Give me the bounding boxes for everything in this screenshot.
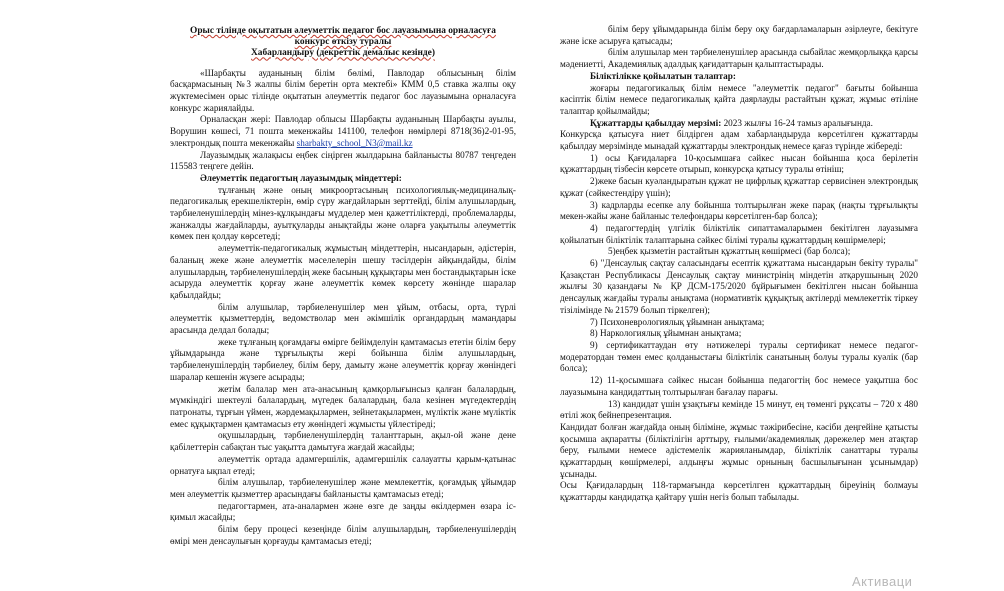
additional-info-paragraph: Кандидат болған жағдайда оның біліміне, жұмыс тәжірибесіне, кәсіби деңгейіне қатысты қосымша ақпаратты (біліктілігін арттыру, ғылыми/академиялық дәрежелер мен атақтар беру, ғылыми немесе әдістемелік жарияланымдар, біліктілік санаттары туралы құжаттардың көшірмелері, алдыңғы жұмыс орнының басшылығынан ұсынымдар) ұсынады.: [560, 421, 918, 479]
right-column: [560, 24, 918, 504]
duty-item: жеке тұлғаның қоғамдағы өмірге бейімделуін қамтамасыз ететін білім беру ұйымдарында және тұрғылықты жері бойынша білім алушылардың, тәрбиеленушілердің тәрбиелеу, білім беру, дамыту және әлеуметтік қорғау жөніндегі шаралар кешенін жүзеге асырады;: [170, 336, 516, 382]
document-item: 1) осы Қағидаларға 10-қосымшаға сәйкес нысан бойынша қоса берілетін құжаттардың тізбесін көрсете отырып, конкурсқа қатысу туралы өтініш;: [560, 152, 918, 175]
document-item: 12) 11-қосымшаға сәйкес нысан бойынша педагогтің бос немесе уақытша бос лауазымына кандидаттың толтырылған бағалау парағы.: [560, 375, 918, 397]
documents-intro: Конкурсқа қатысуға ниет білдірген адам хабарландыруда көрсетілген құжаттарды қабылдау мерзімінде мынадай құжаттарды электрондық немесе қағаз түрінде жібереді:: [560, 129, 918, 152]
intro-paragraph: «Шарбақты ауданының білім бөлімі, Павлодар облысының білім басқармасының №3 жалпы білім беретін орта мектебі» КММ 0,5 ставка жалпы оқу жүктемесімен орыс тілінде оқытатын әлеуметтік педагог бос лауазымына орналасуға конкурс жариялайды.: [170, 67, 516, 113]
duty-item: жетім балалар мен ата-анасының қамқорлығынсыз қалған балалардың, мүмкіндігі шектеулі балалардың, мүгедек балалардың, бала кезінен мүгедектердің патронаты, тұрғын үймен, жәрдемақылармен, зейнетақылармен, мүліктік және мүліктік емес құқықтармен қамтамасыз ету жөніндегі жұмысты үйлестіреді;: [170, 383, 516, 429]
announcement-title-line3: Хабарландыру (декреттік демалыс кезінде): [251, 48, 435, 59]
duty-item: әлеуметтік ортада адамгершілік, адамгершілік салауатты қарым-қатынас орнатуға ықпал етеді;: [170, 453, 516, 476]
email-link[interactable]: sharbakty_school_N3@mail.kz: [296, 137, 413, 148]
document-item: 3) кадрларды есепке алу бойынша толтырылған жеке парақ (нақты тұрғылықты мекен-жайы және байланыс телефондары көрсетілген-бар болса);: [560, 199, 918, 222]
document-item: 6) "Денсаулық сақтау саласындағы есептік құжаттама нысандарын бекіту туралы" Қазақстан Республикасы Денсаулық сақтау министрінің міндетін атқарушының 2020 жылғы 30 қазандағы № ҚР ДСМ-175/2020 бұйрығымен бекітілген нысан бойынша денсаулық жағдайы туралы анықтама (нормативтік құқықтық актілерді мемлекеттік тіркеу тізілімінде № 21579 болып тіркелген);: [560, 258, 918, 315]
deadline-label: Құжаттарды қабылдау мерзімі:: [590, 117, 722, 128]
document-item: 8) Наркологиялық ұйымнан анықтама;: [590, 328, 742, 339]
duty-item: білім алушылар мен тәрбиеленушілер арасында сыбайлас жемқорлыққа қарсы мәдениетті, Академиялық адалдық қағидаттарын қалыптастырады.: [560, 47, 918, 70]
salary-paragraph: Лауазымдық жалақысы еңбек сіңірген жылдарына байланысты 80787 теңгеден 115583 теңгеге дейін.: [170, 149, 516, 172]
document-item: 4) педагогтердің үлгілік біліктілік сипаттамаларымен бекітілген лауазымға қойылатын біліктілік талаптарына сәйкес білімі туралы құжаттардың көшірмелері;: [560, 222, 918, 245]
duty-item: білім алушылар, тәрбиеленушілер және мемлекеттік, қоғамдық ұйымдар мен әлеуметтік қызметтер арасындағы байланысты қамтамасыз етеді;: [170, 477, 516, 499]
address-paragraph: Орналасқан жері: Павлодар облысы Шарбақты ауданының Шарбақты ауылы, Ворушин көшесі, 71 пошта мекенжайы 141100, телефон нөмірлері 8718(36)2-01-95, электрондық пошта мекенжайы sharbakty_school_N3@mail.kz: [170, 114, 516, 148]
duty-item: білім алушылар, тәрбиеленушілер мен ұйым, отбасы, орта, түрлі әлеуметтік қызметтердің, ведомстволар мен әкімшілік органдардың мамандары арасында делдал болады;: [170, 301, 516, 336]
activation-watermark: Активаци: [852, 574, 913, 589]
document-item: 2)жеке басын куәландыратын құжат не цифрлық құжаттар сервисінен электрондық құжат (сәйкестендіру үшін);: [560, 176, 918, 198]
duties-heading: Әлеуметтік педагогтың лауазымдық міндеттері:: [200, 172, 402, 183]
document-item: 9) сертификаттаудан өту нәтижелері туралы сертификат немесе педагог-модератордан төмен емес қолданыстағы біліктілік санатының болуы туралы куәлік (бар болса);: [560, 339, 918, 374]
document-item: 5)еңбек қызметін растайтын құжаттың көшірмесі (бар болса);: [608, 246, 851, 257]
deadline-paragraph: [560, 118, 918, 130]
closing-paragraph: Осы Қағидалардың 118-тармағында көрсетілген құжаттардың біреуінің болмауы құжаттарды кандидатқа қайтару үшін негіз болып табылады.: [560, 480, 918, 503]
duty-item: педагогтармен, ата-аналармен және өзге де заңды өкілдермен өзара іс-қимыл жасайды;: [170, 500, 516, 523]
duty-item: әлеуметтік-педагогикалық жұмыстың міндеттерін, нысандарын, әдістерін, баланың жеке және әлеуметтік мәселелерін шешу тәсілдерін айқындайды, білім алушылардың, тәрбиеленушілердің жеке басының құқықтары мен бостандықтарын іске асыруда әлеуметтік қорғау және әлеуметтік көмек көрсету жөнінде шаралар қабылдайды;: [170, 243, 516, 300]
duty-item: тұлғаның және оның микроортасының психологиялық-медициналық-педагогикалық ерекшеліктерін, өмір сүру жағдайларын зерттейді, білім алушылардың, тәрбиеленушілердің мінез-құлқындағы мүдделер мен қажеттіліктерді, проблемаларды, жанжалды жағдайларды, ауытқуларды анықтайды және оларға уақытылы әлеуметтік көмек пен қолдау көрсетеді;: [170, 184, 516, 242]
deadline-value: 2023 жылғы 16-24 тамыз аралығында.: [721, 117, 873, 128]
duty-item: білім беру ұйымдарында білім беру оқу бағдарламаларын әзірлеуге, бекітуге және іске асыруға қатысады;: [560, 24, 918, 46]
document-item: 7) Психоневрологиялық ұйымнан анықтама;: [590, 316, 765, 327]
left-column: [170, 26, 516, 547]
duty-item: білім беру процесі кезеңінде білім алушылардың, тәрбиеленушілердің өмірі мен денсаулығын қорғауды қамтамасыз етеді;: [170, 524, 516, 546]
announcement-title-line1: Орыс тілінде оқытатын әлеуметтік педагог бос лауазымына орналасуға: [190, 26, 496, 36]
announcement-title-line2: конкурс өткізу туралы: [294, 37, 392, 48]
qualification-heading: Біліктілікке қойылатын талаптар:: [590, 70, 736, 81]
document-item: 13) кандидат үшін ұзақтығы кемінде 15 минут, ең төменгі рұқсаты – 720 x 480 өтілі жоқ бейнепрезентация.: [560, 398, 918, 421]
qualification-paragraph: жоғары педагогикалық білім немесе "әлеуметтік педагог" бағыты бойынша кәсіптік білім немесе педагогикалық қайта даярлауды растайтын құжат, жұмыс өтіліне талаптар қойылмайды;: [560, 82, 918, 116]
duty-item: оқушылардың, тәрбиеленушілердің таланттарын, ақыл-ой және дене қабілеттерін сабақтан тыс уақытта дамытуға жағдай жасайды;: [170, 430, 516, 453]
